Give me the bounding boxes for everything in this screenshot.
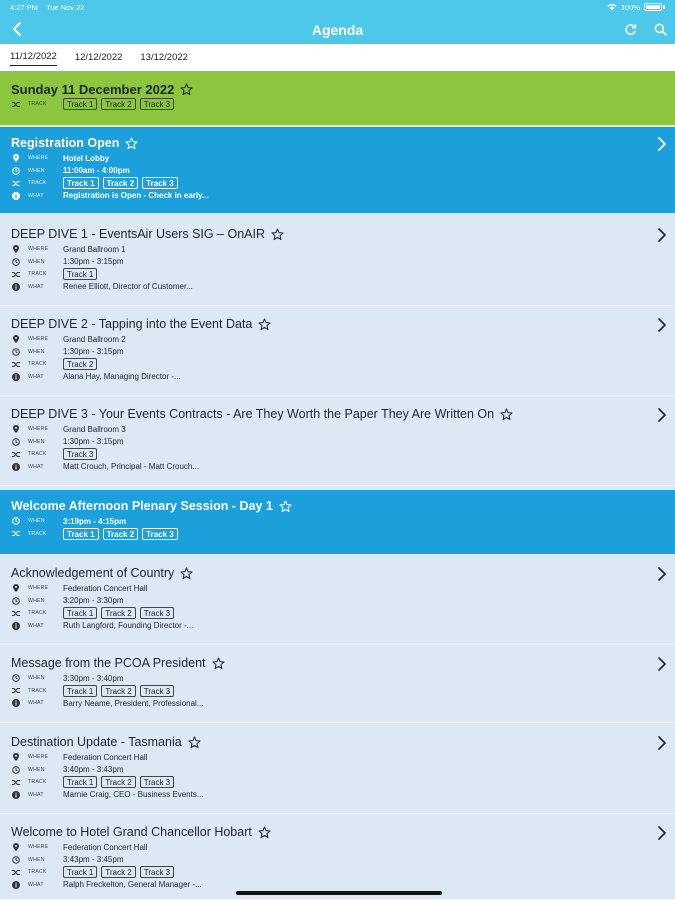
track-1-tag[interactable]: Track 1 [63, 98, 97, 110]
item-title: Registration Open [11, 136, 120, 150]
track-3-tag[interactable]: Track 3 [140, 98, 174, 110]
chevron-right-icon [656, 736, 668, 750]
track-2-tag[interactable]: Track 2 [101, 607, 135, 619]
star-icon[interactable] [180, 567, 193, 580]
shuffle-icon [12, 610, 20, 617]
chevron-right-icon [656, 318, 668, 332]
shuffle-icon [12, 451, 20, 458]
clock-icon [12, 674, 20, 682]
track-3-tag[interactable]: Track 3 [140, 776, 174, 788]
shuffle-icon [12, 687, 20, 694]
agenda-item-registration[interactable]: Registration Open WHERE Hotel Lobby WHEN 11:00am - 4:00pm TRACK Track 1 Track 2 Track 3 WHAT Registration is Open - Check in early... [0, 127, 675, 213]
star-icon[interactable] [258, 318, 271, 331]
item-where: Grand Ballroom 1 [63, 244, 126, 254]
shuffle-icon [12, 869, 20, 876]
star-icon[interactable] [212, 657, 225, 670]
item-where: Grand Ballroom 3 [63, 424, 126, 434]
day-title: Sunday 11 December 2022 [11, 81, 175, 97]
track-1-tag[interactable]: Track 1 [63, 528, 99, 540]
item-title: Welcome to Hotel Grand Chancellor Hobart [11, 825, 252, 839]
agenda-item-plenary[interactable]: Welcome Afternoon Plenary Session - Day 1 WHEN 3:19pm - 4:15pm TRACK Track 1 Track 2 Track 3 [0, 490, 675, 554]
info-icon [12, 283, 20, 291]
shuffle-icon [12, 361, 20, 368]
item-where: Hotel Lobby [63, 153, 110, 163]
item-when: 3:40pm - 3:43pm [63, 765, 124, 775]
track-2-tag[interactable]: Track 2 [101, 776, 135, 788]
star-icon[interactable] [258, 826, 271, 839]
shuffle-icon [12, 779, 20, 786]
battery-percent: 100% [620, 2, 640, 12]
refresh-button[interactable] [620, 19, 640, 39]
day-header [0, 71, 675, 125]
item-what: Renee Elliott, Director of Customer... [63, 282, 193, 292]
location-pin-icon [13, 335, 19, 343]
star-icon[interactable] [180, 83, 193, 96]
track-3-tag[interactable]: Track 3 [140, 607, 174, 619]
location-pin-icon [13, 425, 19, 433]
chevron-right-icon [656, 408, 668, 422]
location-pin-icon [13, 154, 19, 162]
clock-icon [12, 348, 20, 356]
item-where: Grand Ballroom 2 [63, 334, 126, 344]
track-2-tag[interactable]: Track 2 [63, 358, 97, 370]
item-title: DEEP DIVE 1 - EventsAir Users SIG – OnAIR [11, 227, 266, 241]
track-2-tag[interactable]: Track 2 [101, 685, 135, 697]
date-tabs [0, 44, 675, 71]
info-icon [12, 192, 20, 200]
track-1-tag[interactable]: Track 1 [63, 607, 97, 619]
status-time: 4:27 PM [10, 2, 38, 12]
status-date: Tue Nov 22 [45, 2, 85, 12]
item-title: Destination Update - Tasmania [11, 735, 182, 749]
shuffle-icon [12, 101, 20, 108]
item-when: 3:20pm - 3:30pm [63, 596, 124, 606]
track-3-tag[interactable]: Track 3 [142, 177, 178, 189]
status-bar [0, 0, 675, 14]
track-3-tag[interactable]: Track 3 [140, 685, 174, 697]
item-when: 1:30pm - 3:15pm [63, 347, 124, 357]
clock-icon [12, 258, 20, 266]
shuffle-icon [12, 180, 20, 187]
shuffle-icon [12, 271, 20, 278]
date-tab-2[interactable]: 12/12/2022 [74, 51, 123, 63]
chevron-right-icon [656, 826, 668, 840]
item-when: 3:43pm - 3:45pm [63, 855, 124, 865]
chevron-right-icon [656, 657, 668, 671]
home-indicator[interactable] [236, 891, 442, 895]
track-2-tag[interactable]: Track 2 [101, 98, 135, 110]
item-where: Federation Concert Hall [63, 752, 148, 762]
location-pin-icon [13, 843, 19, 851]
item-what: Ralph Freckelton, General Manager -... [63, 880, 202, 890]
agenda-item-deep-dive-2[interactable]: DEEP DIVE 2 - Tapping into the Event Data WHERE Grand Ballroom 2 WHEN 1:30pm - 3:15pm TRACK Track 2 WHAT Alana Hay, Managing Director -... [0, 308, 675, 396]
track-1-tag[interactable]: Track 1 [63, 685, 97, 697]
clock-icon [12, 766, 20, 774]
wifi-icon [607, 3, 617, 11]
agenda-item-deep-dive-3[interactable]: DEEP DIVE 3 - Your Events Contracts - Are They Worth the Paper They Are Written On WHERE Grand Ballroom 3 WHEN 1:30pm - 3:15pm TRACK Track 3 WHAT Matt Crouch, Principal - Matt Crouch... [0, 398, 675, 486]
track-1-tag[interactable]: Track 1 [63, 776, 97, 788]
item-when: 11:00am - 4:00pm [63, 166, 130, 176]
clock-icon [12, 438, 20, 446]
item-title: Message from the PCOA President [11, 656, 206, 670]
location-pin-icon [13, 584, 19, 592]
shuffle-icon [12, 530, 20, 537]
star-icon[interactable] [188, 736, 201, 749]
info-icon [12, 622, 20, 630]
track-3-tag[interactable]: Track 3 [63, 448, 97, 460]
item-title: Acknowledgement of Country [11, 566, 175, 580]
track-1-tag[interactable]: Track 1 [63, 866, 97, 878]
item-what: Marnie Craig, CEO - Business Events... [63, 790, 204, 800]
item-title: Welcome Afternoon Plenary Session - Day 1 [11, 499, 273, 513]
page-title: Agenda [311, 22, 364, 38]
info-icon [12, 699, 20, 707]
item-title: DEEP DIVE 2 - Tapping into the Event Data [11, 317, 253, 331]
info-icon [12, 373, 20, 381]
star-icon[interactable] [271, 228, 284, 241]
item-what: Alana Hay, Managing Director -... [63, 372, 181, 382]
agenda-item-destination-update[interactable]: Destination Update - Tasmania WHERE Federation Concert Hall WHEN 3:40pm - 3:43pm TRACK Track 1 Track 2 Track 3 WHAT Marnie Craig, CEO - Business Events... [0, 726, 675, 814]
chevron-right-icon [656, 567, 668, 581]
track-1-tag[interactable]: Track 1 [63, 177, 99, 189]
chevron-right-icon [656, 228, 668, 242]
info-icon [12, 881, 20, 889]
item-when: 3:19pm - 4:15pm [63, 516, 127, 526]
item-when: 1:30pm - 3:15pm [63, 437, 124, 447]
item-when: 3:30pm - 3:40pm [63, 673, 124, 683]
item-where: Federation Concert Hall [63, 842, 148, 852]
chevron-right-icon [656, 137, 668, 151]
track-2-tag[interactable]: Track 2 [101, 866, 135, 878]
info-icon [12, 791, 20, 799]
location-pin-icon [13, 753, 19, 761]
item-where: Federation Concert Hall [63, 583, 148, 593]
location-pin-icon [13, 245, 19, 253]
track-3-tag[interactable]: Track 3 [142, 528, 178, 540]
agenda-item-deep-dive-1[interactable]: DEEP DIVE 1 - EventsAir Users SIG – OnAIR WHERE Grand Ballroom 1 WHEN 1:30pm - 3:15pm TRACK Track 1 WHAT Renee Elliott, Director of Customer... [0, 218, 675, 306]
nav-bar [0, 14, 675, 44]
agenda-item-hotel-welcome[interactable]: Welcome to Hotel Grand Chancellor Hobart WHERE Federation Concert Hall WHEN 3:43pm - 3:45pm TRACK Track 1 Track 2 Track 3 WHAT Ralph Freckelton, General Manager -... [0, 816, 675, 900]
date-tab-1[interactable]: 11/12/2022 [10, 49, 57, 66]
clock-icon [12, 517, 20, 525]
agenda-item-pcoa-president[interactable]: Message from the PCOA President WHEN 3:30pm - 3:40pm TRACK Track 1 Track 2 Track 3 WHAT Barry Neame, President, Professional... [0, 647, 675, 723]
item-what: Ruth Langford, Founding Director -... [63, 621, 194, 631]
track-2-tag[interactable]: Track 2 [103, 177, 139, 189]
item-title: DEEP DIVE 3 - Your Events Contracts - Are They Worth the Paper They Are Written On [11, 407, 495, 421]
search-icon [654, 23, 667, 36]
search-button[interactable] [650, 19, 670, 39]
battery-icon [644, 3, 662, 11]
star-icon[interactable] [279, 500, 292, 513]
track-1-tag[interactable]: Track 1 [63, 268, 97, 280]
item-what: Barry Neame, President, Professional... [63, 698, 204, 708]
agenda-item-acknowledgement[interactable]: Acknowledgement of Country WHERE Federation Concert Hall WHEN 3:20pm - 3:30pm TRACK Track 1 Track 2 Track 3 WHAT Ruth Langford, Founding Director -... [0, 557, 675, 645]
track-3-tag[interactable]: Track 3 [140, 866, 174, 878]
item-when: 1:30pm - 3:15pm [63, 257, 124, 267]
refresh-icon [624, 23, 637, 36]
track-2-tag[interactable]: Track 2 [103, 528, 139, 540]
item-what: Registration is Open - Check in early... [63, 191, 209, 201]
star-icon[interactable] [500, 408, 513, 421]
info-icon [12, 463, 20, 471]
clock-icon [12, 597, 20, 605]
date-tab-3[interactable]: 13/12/2022 [140, 51, 188, 63]
clock-icon [12, 167, 20, 175]
clock-icon [12, 856, 20, 864]
track-label: TRACK [28, 101, 47, 108]
item-what: Matt Crouch, Principal - Matt Crouch... [63, 462, 200, 472]
star-icon[interactable] [125, 137, 138, 150]
